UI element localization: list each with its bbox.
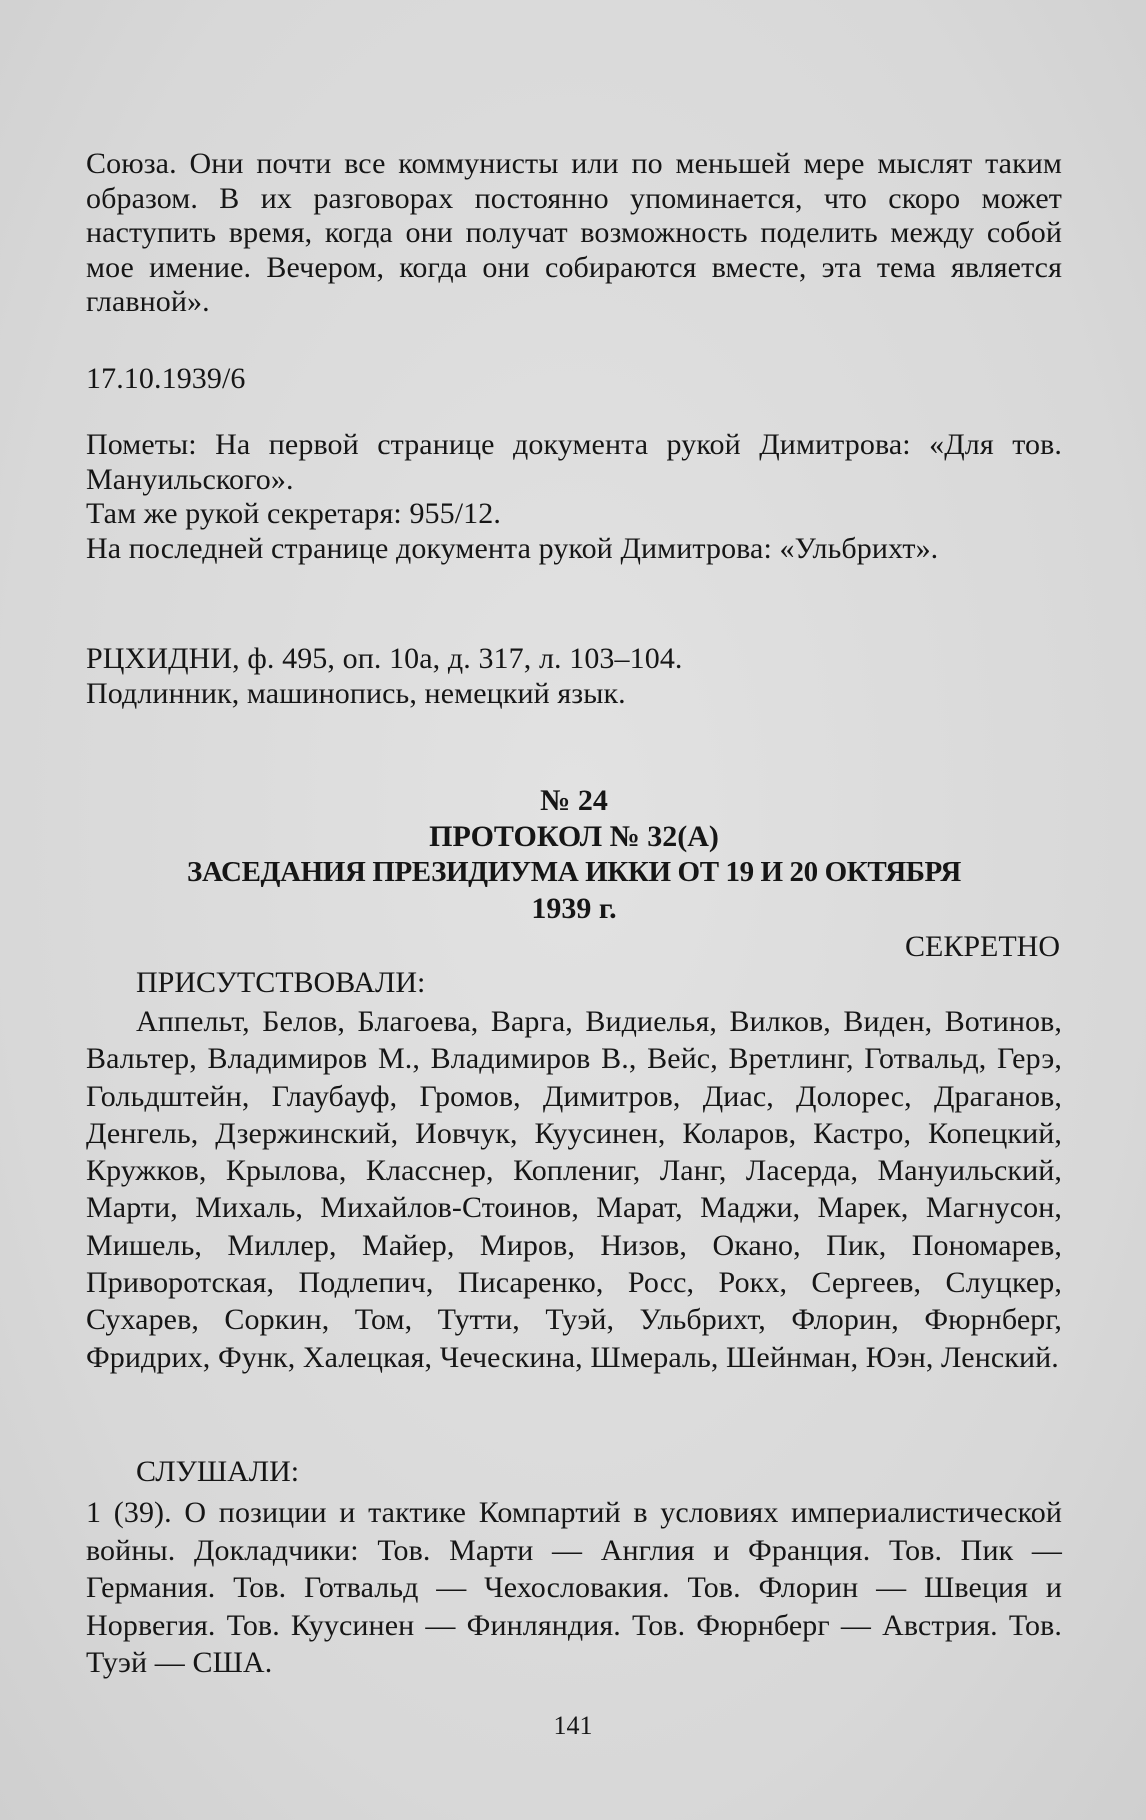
archive-reference: [86, 642, 1062, 711]
protocol-year: 1939 г.: [531, 892, 617, 925]
heard-heading: СЛУШАЛИ:: [136, 1455, 300, 1488]
note-line: Пометы: На первой странице документа рукой Димитрова: «Для тов. Мануильского».: [86, 428, 1062, 496]
protocol-subtitle: ЗАСЕДАНИЯ ПРЕЗИДИУМА ИККИ ОТ 19 И 20 ОКТЯБРЯ: [187, 856, 961, 888]
protocol-title: ПРОТОКОЛ № 32(А): [429, 820, 719, 853]
document-number: № 24: [540, 784, 608, 817]
archive-line: РЦХИДНИ, ф. 495, оп. 10а, д. 317, л. 103–104.: [86, 642, 683, 675]
note-line: Там же рукой секретаря: 955/12.: [86, 497, 501, 530]
archive-line: Подлинник, машинопись, немецкий язык.: [86, 676, 626, 710]
note-line: На последней странице документа рукой Димитрова: «Ульбрихт».: [86, 531, 939, 565]
present-heading: ПРИСУТСТВОВАЛИ:: [136, 966, 426, 999]
page-number: 141: [553, 1711, 593, 1740]
agenda-item: 1 (39). О позиции и тактике Компартий в условиях империалистической войны. Докладчики: Тов. Марти — Англия и Франция. Тов. Пик — Германия. Тов. Готвальд — Чехословакия. Тов. Флорин — Швеция и Норвегия. Тов. Куусинен — Финляндия. Тов. Фюрнберг — Австрия. Тов. Туэй — США.: [86, 1496, 1062, 1679]
notes-block: [86, 428, 1062, 566]
document-reference: 17.10.1939/6: [86, 362, 246, 395]
attendee-list: Аппельт, Белов, Благоева, Варга, Видиелья, Вилков, Виден, Вотинов, Вальтер, Владимиров М., Владимиров В., Вейс, Вретлинг, Готвальд, Герэ, Гольдштейн, Глаубауф, Громов, Димитров, Диас, Долорес, Драганов, Денгель, Дзержинский, Иовчук, Куусинен, Коларов, Кастро, Копецкий, Кружков, Крылова, Класснер, Коплениг, Ланг, Ласерда, Мануильский, Марти, Михаль, Михайлов-Стоинов, Марат, Маджи, Марек, Магнусон, Мишель, Миллер, Майер, Миров, Низов, Окано, Пик, Пономарев, Приворотская, Подлепич, Писаренко, Росс, Рокх, Сергеев, Слуцкер, Сухарев, Соркин, Том, Тутти, Туэй, Ульбрихт, Флорин, Фюрнберг, Фридрих, Функ, Халецкая, Чеческина, Шмераль, Шейнман, Юэн, Ленский.: [86, 1005, 1062, 1374]
secrecy-stamp: СЕКРЕТНО: [904, 930, 1060, 963]
letter-closing-paragraph: Союза. Они почти все коммунисты или по меньшей мере мыслят таким образом. В их разговорах постоянно упоминается, что скоро может наступить время, когда они получат возможность поделить между собой мое имение. Вечером, когда они собираются вместе, эта тема является главной».: [86, 147, 1062, 318]
